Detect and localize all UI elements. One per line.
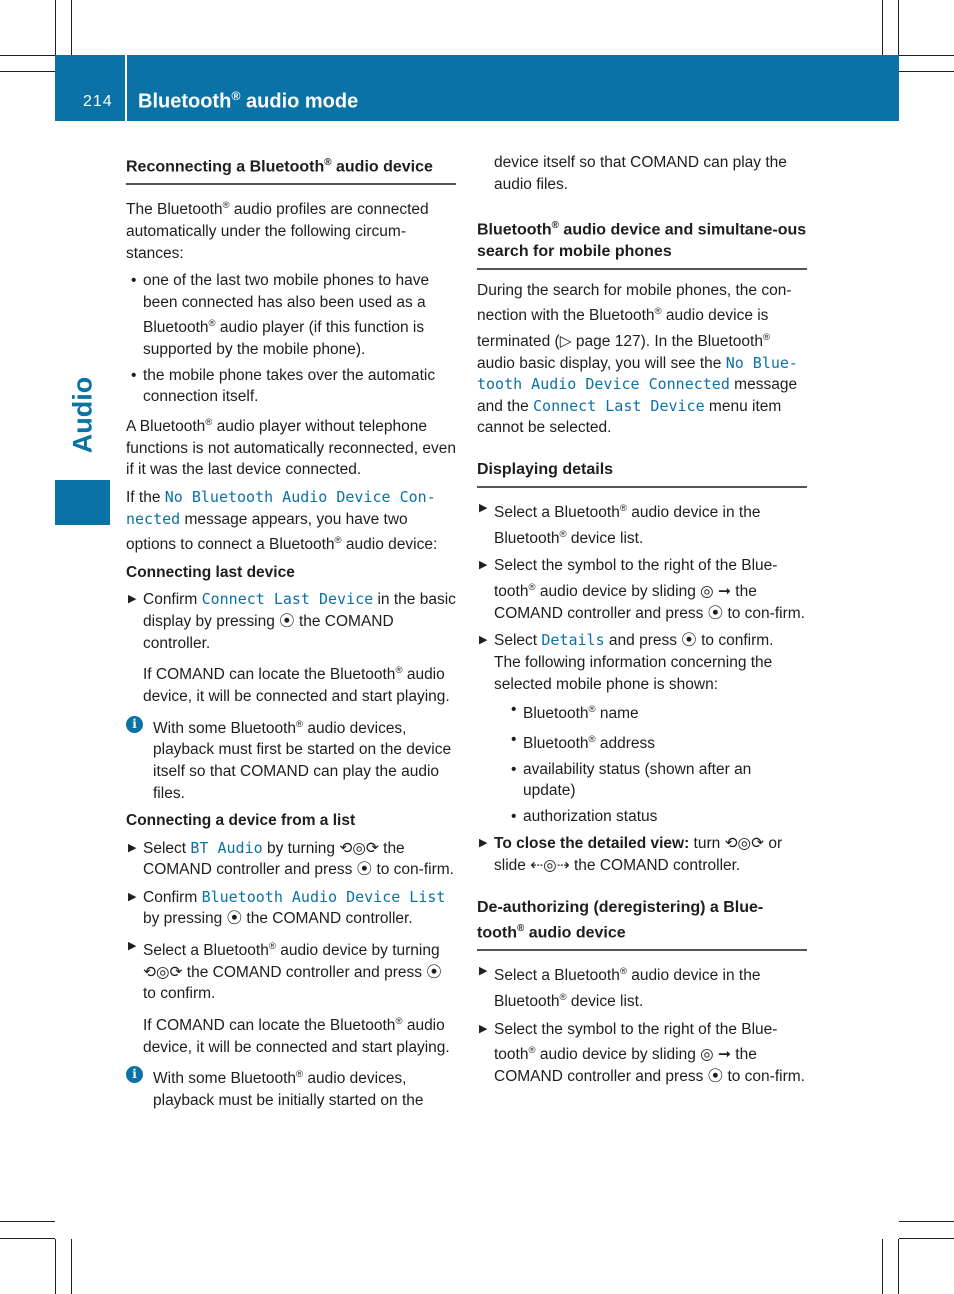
registered-mark: ®: [395, 665, 403, 677]
instruction-step: [477, 498, 807, 550]
text: audio device by sliding: [535, 1046, 701, 1064]
text: by turning: [262, 839, 340, 857]
crop-mark: [71, 1239, 72, 1294]
press-icon: ⦿: [279, 613, 295, 631]
page-title: [138, 89, 358, 114]
crop-mark: [882, 1239, 883, 1294]
text: Confirm: [143, 888, 202, 906]
text: Select a Bluetooth: [494, 967, 620, 985]
step-arrow-icon: ▶: [128, 890, 137, 903]
menu-item-label: BT Audio: [190, 838, 263, 857]
press-icon: ⦿: [681, 632, 697, 650]
display-message: No Blue-tooth Audio Device Connected: [477, 353, 798, 394]
crop-mark: [899, 1221, 954, 1222]
text: Select: [143, 839, 191, 857]
text: the mobile phone takes over the automatic connection itself.: [143, 366, 436, 406]
text: If the: [126, 488, 165, 506]
text: audio device:: [341, 536, 438, 554]
text: availability status (shown after an update): [523, 760, 752, 800]
registered-mark: ®: [528, 1045, 536, 1057]
heading-text: Bluetooth: [477, 221, 552, 239]
registered-mark: ®: [619, 502, 627, 514]
heading-text: audio device: [331, 158, 433, 176]
press-icon: ⦿: [707, 1067, 724, 1085]
instruction-step: [126, 887, 456, 930]
text: the COMAND controller and press: [494, 1046, 757, 1085]
text: audio device in the Bluetooth: [494, 967, 761, 1010]
registered-mark: ®: [395, 1016, 403, 1028]
text: The Bluetooth: [126, 201, 223, 219]
registered-mark: ®: [208, 318, 216, 330]
registered-mark: ®: [296, 1069, 304, 1081]
slide-left-right-icon: ⇠◎⇢: [530, 857, 570, 875]
text: device list.: [566, 529, 644, 547]
text: to con-firm.: [723, 604, 805, 622]
section-heading: [477, 215, 807, 269]
registered-mark: ®: [619, 966, 627, 977]
instruction-step: [477, 833, 807, 876]
info-note: [126, 714, 456, 805]
step-result: [126, 1011, 456, 1058]
heading-text: Reconnecting a Bluetooth: [126, 158, 325, 176]
text: message and the: [477, 376, 798, 415]
crop-mark: [0, 71, 55, 72]
display-message: No Bluetooth Audio Device Con-nected: [126, 487, 436, 528]
registered-mark: ®: [231, 89, 241, 103]
text: With some Bluetooth: [153, 1070, 297, 1088]
text: Select the symbol to the right of the Blue-tooth: [494, 557, 778, 601]
detail-list: [494, 699, 807, 827]
registered-mark: ®: [588, 704, 596, 716]
turn-icon: ⟲◎⟳: [143, 963, 183, 981]
text: the COMAND controller.: [569, 857, 741, 875]
crop-mark: [898, 1239, 899, 1294]
paragraph: [126, 412, 456, 481]
spacer: [477, 445, 807, 459]
text: audio device, it will be connected and start playing.: [143, 666, 450, 705]
step-arrow-icon: ▶: [479, 837, 488, 850]
step-arrow-icon: ▶: [479, 634, 488, 647]
crop-mark: [899, 55, 954, 56]
text: Select: [494, 632, 542, 650]
title-text: Bluetooth: [138, 90, 232, 113]
paragraph: [477, 280, 807, 439]
left-column: [126, 152, 456, 1118]
text: During the search for mobile phones, the con-nection with the Bluetooth: [477, 281, 792, 325]
press-icon: ⦿: [707, 604, 724, 622]
text: A Bluetooth: [126, 418, 206, 436]
press-icon: ⦿: [226, 910, 243, 928]
text: audio device by sliding: [535, 583, 701, 601]
text: audio devices, playback must be initially started on the: [153, 1070, 424, 1110]
registered-mark: ®: [205, 416, 213, 428]
text: to confirm.: [143, 985, 216, 1003]
crop-mark: [882, 0, 883, 55]
paragraph-continued: device itself so that COMAND can play the audio files.: [494, 154, 787, 193]
text: the COMAND controller and press: [143, 839, 405, 879]
crop-mark: [898, 0, 899, 55]
text: audio device in the Bluetooth: [494, 504, 761, 547]
text: If COMAND can locate the Bluetooth: [143, 1017, 396, 1035]
text: menu item cannot be selected.: [477, 397, 782, 437]
instruction-step: [126, 838, 456, 881]
bullet-icon: •: [511, 760, 517, 778]
registered-mark: ®: [528, 582, 536, 594]
section-heading: [126, 152, 456, 185]
text: turn: [689, 835, 725, 853]
text: the COMAND controller and press: [494, 583, 757, 622]
text: If COMAND can locate the Bluetooth: [143, 666, 396, 684]
info-icon: i: [126, 1066, 143, 1083]
crop-mark: [0, 55, 55, 56]
list-item: [511, 759, 807, 802]
slide-right-icon: ◎ ➞: [700, 583, 731, 601]
instruction-step: [477, 961, 807, 1013]
text: by pressing: [143, 910, 227, 928]
step-arrow-icon: ▶: [128, 940, 137, 953]
text: in the basic display by pressing: [143, 591, 456, 631]
registered-mark: ®: [762, 331, 771, 343]
text: The following information concerning the selected mobile phone is shown:: [494, 654, 773, 693]
text: to confirm.: [696, 632, 774, 650]
text: message appears, you have two options to connect a Bluetooth: [126, 510, 408, 554]
instruction-step: [126, 936, 456, 1005]
text: Select a Bluetooth: [143, 942, 269, 960]
text: the COMAND controller.: [242, 910, 413, 928]
text: the COMAND controller.: [143, 613, 394, 652]
crop-mark: [899, 71, 954, 72]
text: the COMAND controller and press: [182, 963, 427, 981]
registered-mark: ®: [516, 922, 525, 934]
text: Confirm: [143, 591, 202, 609]
right-column: [477, 152, 807, 1093]
section-heading: [477, 897, 807, 951]
registered-mark: ®: [334, 535, 342, 547]
step-arrow-icon: ▶: [479, 559, 488, 572]
text: Select the symbol to the right of the Blue-tooth: [494, 1020, 778, 1064]
text: page 127). In the Bluetooth: [571, 333, 763, 351]
text: audio profiles are connected automatically under the following circum-stances:: [126, 201, 429, 262]
text: one of the last two mobile phones to have been connected has also been used as a Bluetooth: [143, 272, 430, 337]
text: Select a Bluetooth: [494, 504, 620, 522]
text: or slide: [494, 835, 783, 875]
crop-mark: [55, 0, 56, 55]
text: audio player without telephone functions is not automatically reconnected, even if it was the last device connected.: [126, 418, 456, 479]
bullet-icon: •: [131, 366, 137, 384]
press-icon: ⦿: [356, 861, 373, 879]
bullet-icon: •: [511, 807, 517, 825]
text: and press: [604, 632, 682, 650]
bullet-icon: •: [511, 730, 517, 748]
crop-mark: [55, 1239, 56, 1294]
text: Bluetooth: [523, 735, 589, 753]
section-side-label: [55, 360, 110, 470]
crop-mark: [0, 1221, 55, 1222]
bold-text: To close the detailed view:: [494, 835, 690, 853]
instruction-step: [477, 555, 807, 624]
spacer: [477, 201, 807, 215]
text: With some Bluetooth: [153, 719, 297, 737]
menu-item-label: Connect Last Device: [533, 396, 705, 415]
step-arrow-icon: ▶: [479, 965, 488, 977]
section-heading: Displaying details: [477, 459, 807, 488]
instruction-step: [477, 1019, 807, 1088]
text: to con-firm.: [723, 1067, 805, 1085]
page-header: [55, 55, 899, 121]
paragraph: [126, 195, 456, 264]
paragraph: [126, 487, 456, 556]
section-thumb-tab: [55, 480, 110, 525]
step-arrow-icon: ▶: [128, 593, 137, 606]
menu-item-label: Bluetooth Audio Device List: [201, 887, 446, 906]
menu-item-label: Details: [541, 631, 605, 650]
press-icon: ⦿: [426, 963, 442, 981]
registered-mark: ®: [559, 991, 567, 1003]
registered-mark: ®: [222, 200, 230, 212]
text: device list.: [566, 992, 644, 1010]
turn-icon: ⟲◎⟳: [339, 839, 379, 857]
registered-mark: ®: [296, 718, 304, 730]
registered-mark: ®: [559, 528, 567, 540]
step-arrow-icon: ▶: [128, 841, 137, 854]
section-side-label-text: Audio: [67, 376, 97, 454]
title-text: audio mode: [240, 90, 359, 113]
text: authorization status: [523, 807, 658, 825]
menu-item-label: Connect Last Device: [201, 590, 374, 609]
text: audio device by turning: [275, 942, 440, 960]
registered-mark: ®: [324, 157, 332, 168]
list-item: [511, 806, 807, 828]
text: address: [595, 735, 656, 753]
text: audio basic display, you will see the: [477, 354, 726, 372]
step-arrow-icon: ▶: [479, 501, 488, 514]
crop-mark: [0, 1238, 55, 1239]
instruction-step: [126, 589, 456, 654]
sub-heading: Connecting last device: [126, 563, 295, 581]
list-item: [511, 729, 807, 755]
text: audio player (if this function is supported by the mobile phone).: [143, 319, 425, 359]
slide-right-icon: ◎ ➞: [700, 1046, 731, 1064]
text: audio device, it will be connected and start playing.: [143, 1017, 450, 1056]
registered-mark: ®: [588, 733, 596, 745]
text: to con-firm.: [372, 861, 454, 879]
text: name: [595, 705, 639, 723]
spacer: [477, 883, 807, 897]
crop-mark: [71, 0, 72, 55]
heading-text: audio device and simultane-ous search for mobile phones: [477, 221, 807, 260]
text: audio device is terminated (: [477, 307, 769, 351]
page-ref-icon: ▷: [559, 333, 572, 351]
info-note: [126, 1064, 456, 1111]
registered-mark: ®: [268, 941, 276, 953]
turn-icon: ⟲◎⟳: [724, 835, 765, 853]
step-arrow-icon: ▶: [479, 1022, 488, 1035]
list-item: [511, 699, 807, 725]
bullet-icon: •: [511, 701, 517, 719]
registered-mark: ®: [551, 220, 559, 232]
step-result: [126, 660, 456, 707]
crop-mark: [899, 1238, 954, 1239]
text: audio devices, playback must first be started on the device itself so that COMAND can play the audio files.: [153, 719, 452, 802]
heading-text: audio device: [524, 924, 626, 941]
page-number: 214: [83, 93, 113, 110]
heading-text: De-authorizing (deregistering) a Blue-tooth: [477, 898, 764, 941]
info-icon: i: [126, 716, 143, 733]
list-item: [126, 365, 456, 408]
instruction-step: [477, 630, 807, 827]
list-item: [126, 270, 456, 361]
text: Bluetooth: [523, 705, 589, 723]
header-divider: [125, 55, 127, 121]
bullet-icon: •: [131, 272, 137, 290]
sub-heading: Connecting a device from a list: [126, 812, 356, 830]
registered-mark: ®: [654, 306, 662, 318]
